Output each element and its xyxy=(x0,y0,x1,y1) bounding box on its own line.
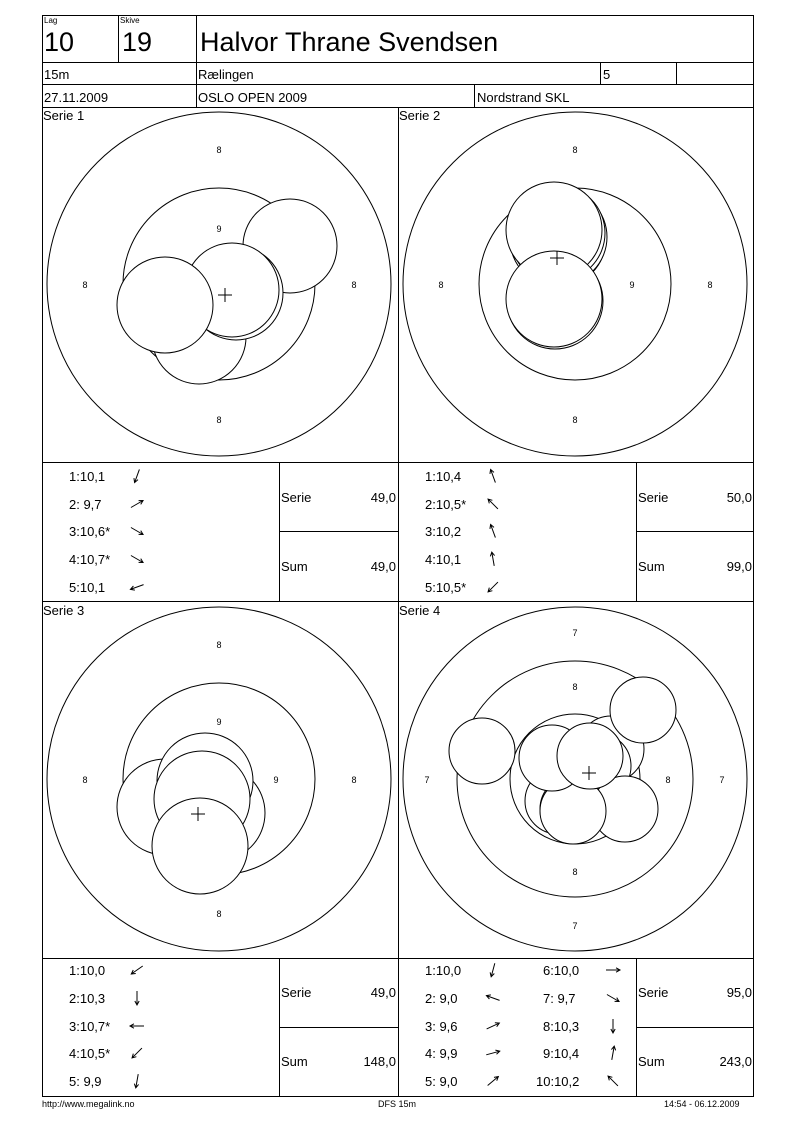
lag-label: Lag xyxy=(44,16,58,25)
direction-arrow-icon xyxy=(484,1017,502,1035)
ring-label: 8 xyxy=(572,415,578,425)
divider xyxy=(42,1096,754,1097)
serie-label: Serie xyxy=(281,490,312,505)
serie-label: Serie xyxy=(638,490,669,505)
ring-label: 8 xyxy=(216,640,222,650)
ring-label: 8 xyxy=(438,280,444,290)
series-4-label: Serie 4 xyxy=(399,603,441,618)
distance: 15m xyxy=(44,67,70,82)
shot-entry: 1:10,0 xyxy=(425,963,462,978)
ring-label: 7 xyxy=(719,775,725,785)
shot-entry: 3:10,7* xyxy=(69,1019,111,1034)
shot-entry: 9:10,4 xyxy=(543,1046,580,1061)
ring-label: 9 xyxy=(216,717,222,727)
direction-arrow-icon xyxy=(128,1072,146,1090)
direction-arrow-icon xyxy=(484,550,502,568)
shot-entry: 5: 9,9 xyxy=(69,1074,102,1089)
ring-label: 8 xyxy=(216,909,222,919)
date: 27.11.2009 xyxy=(44,90,109,105)
direction-arrow-icon xyxy=(604,961,622,979)
ring-label: 7 xyxy=(424,775,430,785)
sum-label: Sum xyxy=(281,559,308,574)
ring-label: 9 xyxy=(273,775,279,785)
shot-entry: 4: 9,9 xyxy=(425,1046,458,1061)
direction-arrow-icon xyxy=(484,578,502,596)
sum-score: 99,0 xyxy=(726,559,752,574)
direction-arrow-icon xyxy=(604,1017,622,1035)
divider xyxy=(42,958,754,959)
shot-entry: 5:10,1 xyxy=(69,580,106,595)
class: 5 xyxy=(603,67,611,82)
sum-label: Sum xyxy=(638,1054,665,1069)
lag-value: 10 xyxy=(44,27,75,57)
direction-arrow-icon xyxy=(604,1072,622,1090)
ring-label: 7 xyxy=(572,628,578,638)
shot-entry: 8:10,3 xyxy=(543,1019,580,1034)
shot-entry: 3:10,6* xyxy=(69,524,111,539)
ring-label: 8 xyxy=(572,867,578,877)
sum-label: Sum xyxy=(281,1054,308,1069)
ring-label: 9 xyxy=(629,280,635,290)
sum-label: Sum xyxy=(638,559,665,574)
shot-entry: 3: 9,6 xyxy=(425,1019,458,1034)
serie-label: Serie xyxy=(281,985,312,1000)
serie-score: 49,0 xyxy=(370,985,396,1000)
direction-arrow-icon xyxy=(484,522,502,540)
footer-url[interactable]: http://www.megalink.no xyxy=(42,1099,135,1109)
direction-arrow-icon xyxy=(128,961,146,979)
ring-label: 8 xyxy=(351,280,357,290)
serie-score: 50,0 xyxy=(726,490,752,505)
shot-entry: 5:10,5* xyxy=(425,580,467,595)
direction-arrow-icon xyxy=(128,467,146,485)
direction-arrow-icon xyxy=(484,495,502,513)
sum-score: 148,0 xyxy=(363,1054,396,1069)
serie-score: 49,0 xyxy=(370,490,396,505)
shot-entry: 4:10,7* xyxy=(69,552,111,567)
direction-arrow-icon xyxy=(128,578,146,596)
direction-arrow-icon xyxy=(128,495,146,513)
series-4-target xyxy=(398,601,754,958)
ring-label: 8 xyxy=(216,415,222,425)
shot-entry: 4:10,5* xyxy=(69,1046,111,1061)
shot-hole xyxy=(610,677,676,743)
shot-hole xyxy=(506,251,602,347)
shot-entry: 1:10,1 xyxy=(69,469,106,484)
shot-entry: 2:10,3 xyxy=(69,991,106,1006)
ring-label: 7 xyxy=(572,921,578,931)
shot-entry: 6:10,0 xyxy=(543,963,580,978)
skive-label: Skive xyxy=(120,16,140,25)
shot-entry: 1:10,4 xyxy=(425,469,462,484)
ring-label: 8 xyxy=(82,775,88,785)
footer-program: DFS 15m xyxy=(378,1099,417,1109)
direction-arrow-icon xyxy=(128,1044,146,1062)
series-1-label: Serie 1 xyxy=(43,108,85,123)
shot-entry: 5: 9,0 xyxy=(425,1074,458,1089)
shot-entry: 2: 9,0 xyxy=(425,991,458,1006)
ring-label: 8 xyxy=(572,682,578,692)
serie-score: 95,0 xyxy=(726,985,752,1000)
shot-entry: 3:10,2 xyxy=(425,524,462,539)
ring-label: 8 xyxy=(572,145,578,155)
direction-arrow-icon xyxy=(484,989,502,1007)
series-1-target xyxy=(42,107,398,462)
series-3-target xyxy=(42,601,398,958)
shot-hole xyxy=(117,257,213,353)
sum-score: 49,0 xyxy=(370,559,396,574)
ring-label: 8 xyxy=(351,775,357,785)
shot-hole xyxy=(557,723,623,789)
direction-arrow-icon xyxy=(484,1072,502,1090)
direction-arrow-icon xyxy=(128,989,146,1007)
serie-label: Serie xyxy=(638,985,669,1000)
ring-label: 8 xyxy=(707,280,713,290)
direction-arrow-icon xyxy=(128,550,146,568)
footer-timestamp: 14:54 - 06.12.2009 xyxy=(664,1099,740,1109)
ring-label: 9 xyxy=(216,224,222,234)
direction-arrow-icon xyxy=(484,961,502,979)
shot-entry: 2:10,5* xyxy=(425,497,467,512)
ring-label: 8 xyxy=(665,775,671,785)
divider xyxy=(42,462,754,463)
series-3-label: Serie 3 xyxy=(43,603,85,618)
shooter-name: Halvor Thrane Svendsen xyxy=(200,27,499,57)
ring-label: 8 xyxy=(216,145,222,155)
skive-value: 19 xyxy=(122,27,153,57)
direction-arrow-icon xyxy=(128,522,146,540)
ring-label: 8 xyxy=(82,280,88,290)
shot-entry: 2: 9,7 xyxy=(69,497,102,512)
direction-arrow-icon xyxy=(128,1017,146,1035)
competition: OSLO OPEN 2009 xyxy=(198,90,308,105)
shot-entry: 4:10,1 xyxy=(425,552,462,567)
shot-entry: 10:10,2 xyxy=(536,1074,580,1089)
direction-arrow-icon xyxy=(484,1044,502,1062)
club: Rælingen xyxy=(198,67,254,82)
series-2-label: Serie 2 xyxy=(399,108,441,123)
shot-hole xyxy=(152,798,248,894)
venue: Nordstrand SKL xyxy=(477,90,570,105)
shot-hole xyxy=(449,718,515,784)
direction-arrow-icon xyxy=(604,989,622,1007)
direction-arrow-icon xyxy=(604,1044,622,1062)
shot-entry: 7: 9,7 xyxy=(543,991,576,1006)
shot-entry: 1:10,0 xyxy=(69,963,106,978)
direction-arrow-icon xyxy=(484,467,502,485)
series-2-target xyxy=(398,107,754,462)
sum-score: 243,0 xyxy=(719,1054,752,1069)
